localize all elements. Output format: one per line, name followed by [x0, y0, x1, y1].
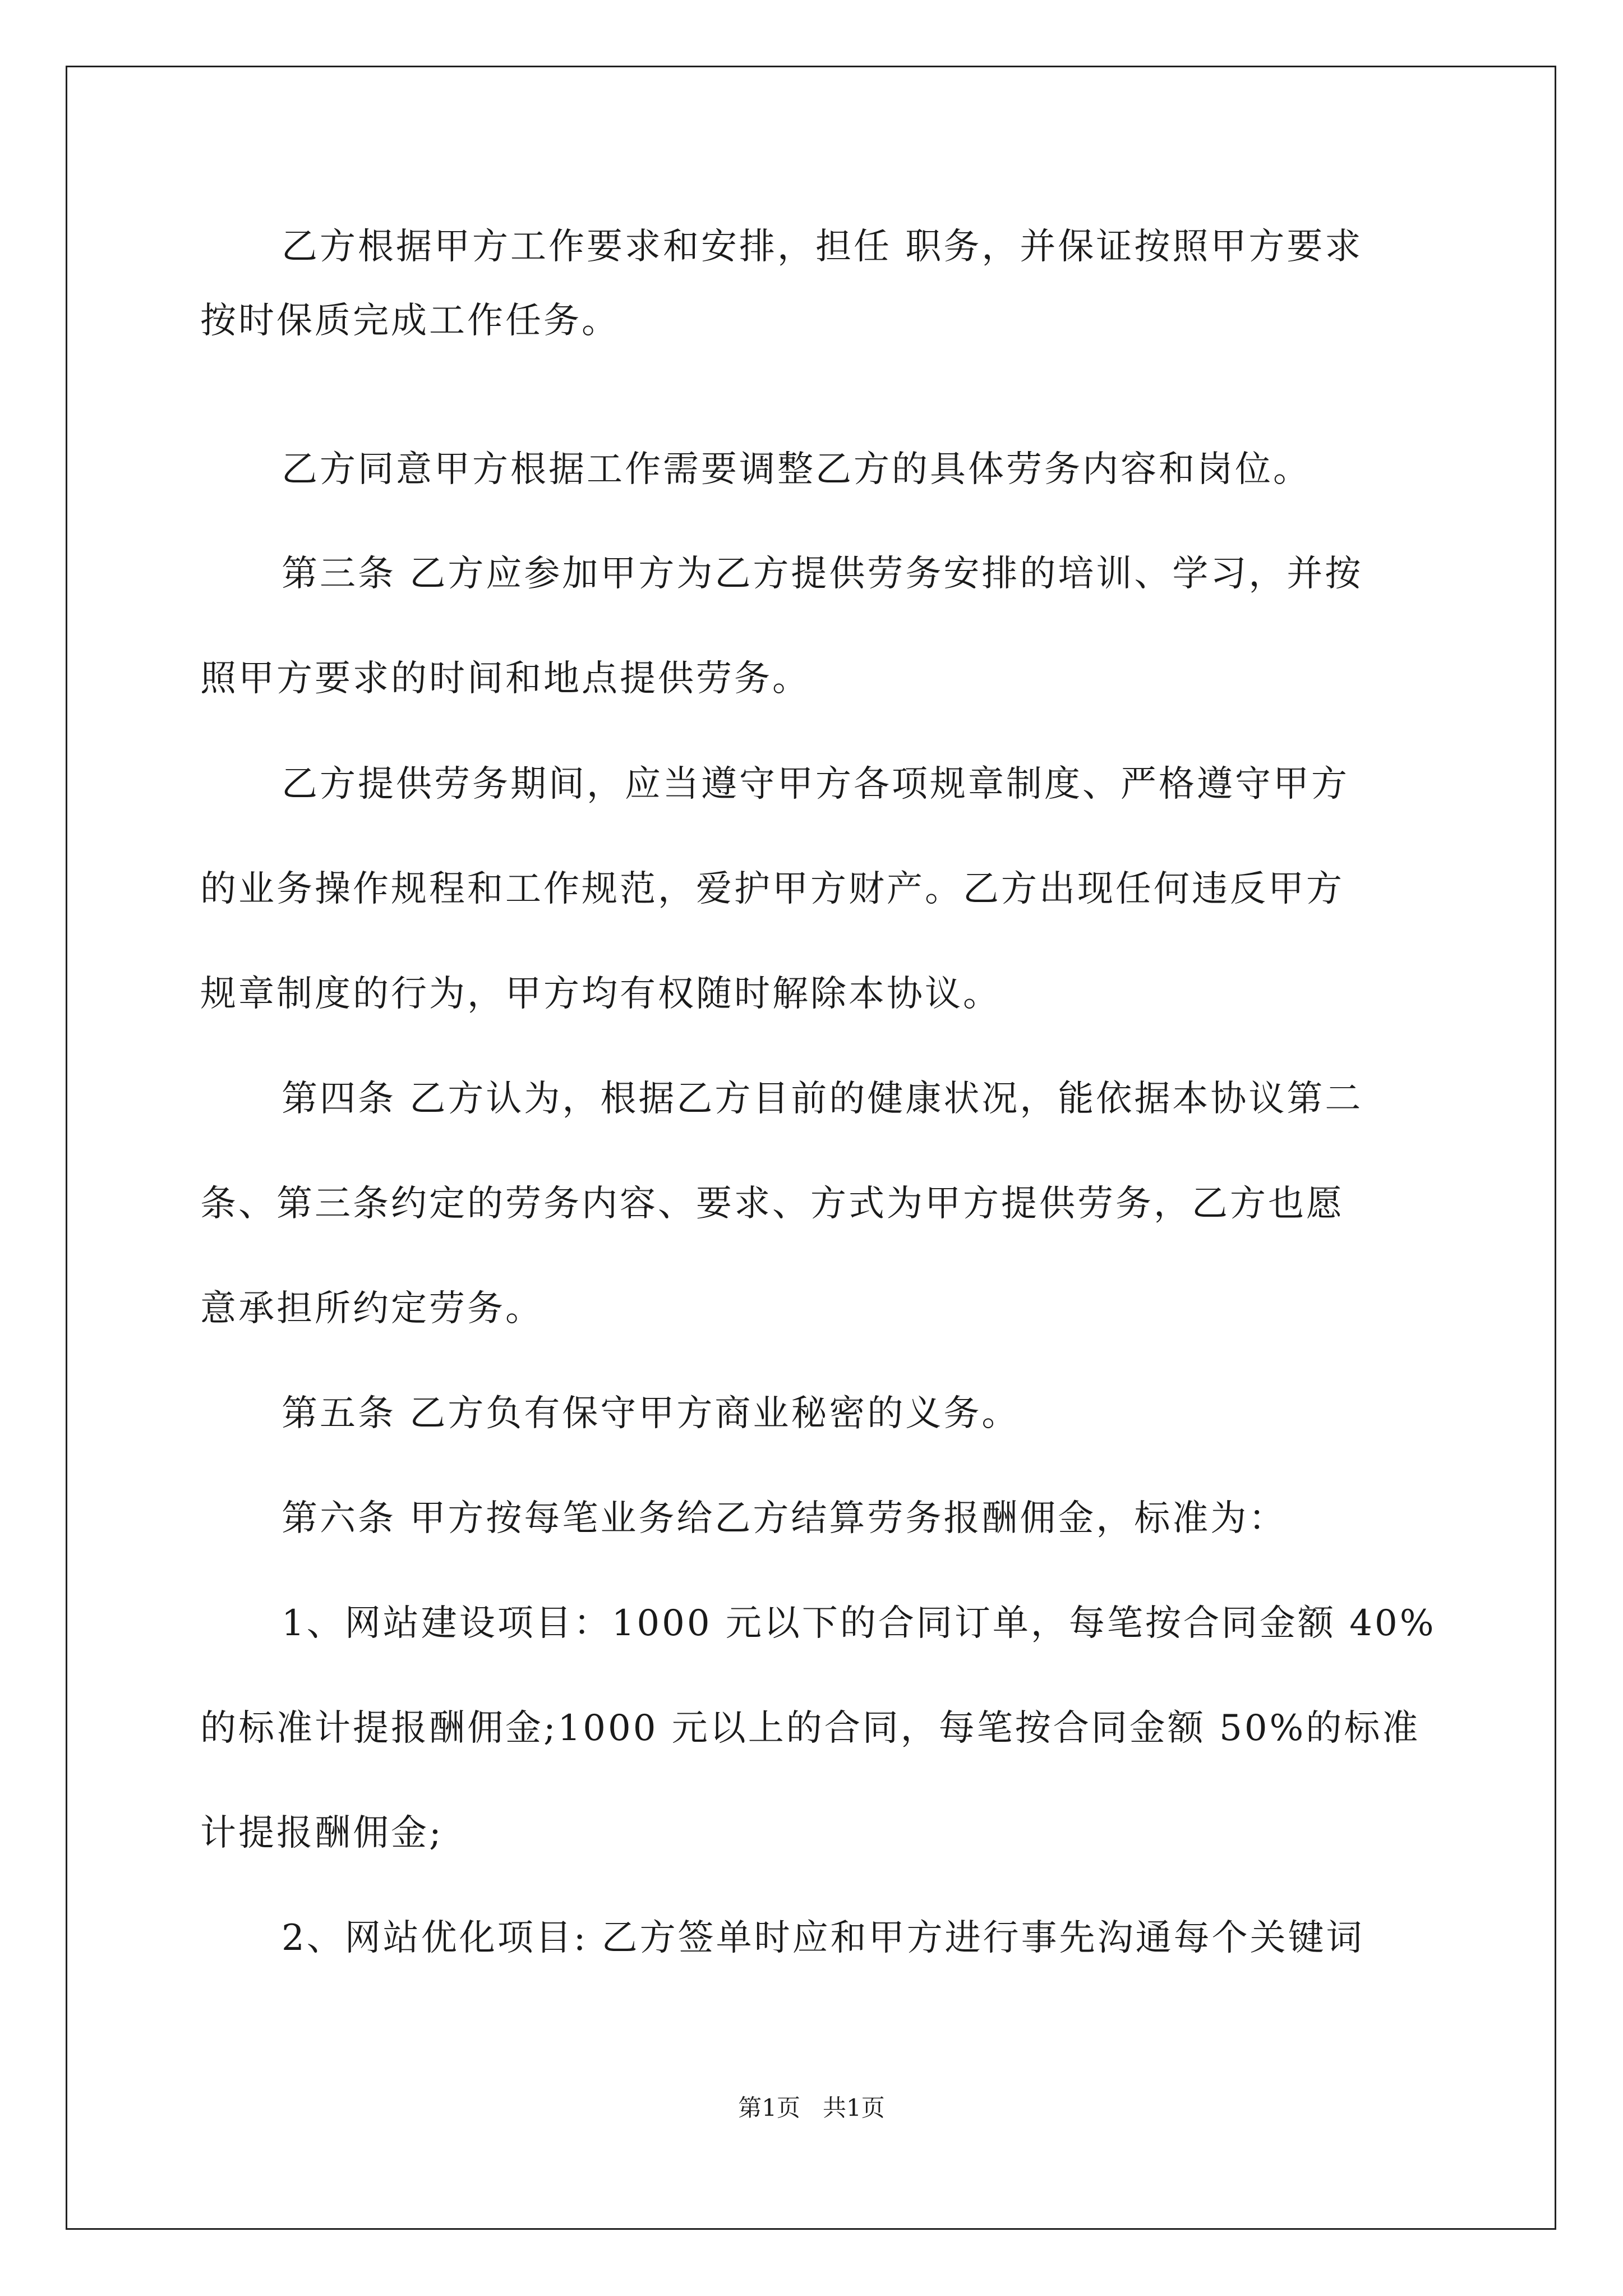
text-line: 条、第三条约定的劳务内容、要求、方式为甲方提供劳务，乙方也愿	[200, 1183, 1344, 1225]
text-line: 按时保质完成工作任务。	[200, 300, 620, 342]
text-line: 意承担所约定劳务。	[200, 1288, 543, 1329]
text-line: 计提报酬佣金;	[200, 1812, 444, 1854]
text-line: 照甲方要求的时间和地点提供劳务。	[200, 658, 810, 700]
text-line: 乙方提供劳务期间，应当遵守甲方各项规章制度、严格遵守甲方	[282, 763, 1349, 805]
text-line: 乙方根据甲方工作要求和安排，担任 职务，并保证按照甲方要求	[282, 226, 1363, 268]
page-border	[66, 66, 1556, 2230]
text-line: 的标准计提报酬佣金;1000 元以上的合同，每笔按合同金额 50%的标准	[200, 1708, 1421, 1749]
text-line: 乙方同意甲方根据工作需要调整乙方的具体劳务内容和岗位。	[282, 449, 1311, 490]
text-line: 第五条 乙方负有保守甲方商业秘密的义务。	[282, 1393, 1020, 1434]
text-line: 的业务操作规程和工作规范，爱护甲方财产。乙方出现任何违反甲方	[200, 868, 1344, 910]
text-line: 第四条 乙方认为，根据乙方目前的健康状况，能依据本协议第二	[282, 1078, 1363, 1120]
text-line: 2、网站优化项目: 乙方签单时应和甲方进行事先沟通每个关键词	[282, 1917, 1364, 1959]
text-line: 第三条 乙方应参加甲方为乙方提供劳务安排的培训、学习，并按	[282, 553, 1363, 595]
text-line: 1、网站建设项目：1000 元以下的合同订单，每笔按合同金额 40%	[282, 1603, 1436, 1644]
page-footer: 第1页 共1页	[738, 2094, 885, 2122]
text-line: 第六条 甲方按每笔业务给乙方结算劳务报酬佣金，标准为：	[282, 1498, 1287, 1539]
text-line: 规章制度的行为，甲方均有权随时解除本协议。	[200, 973, 1001, 1015]
